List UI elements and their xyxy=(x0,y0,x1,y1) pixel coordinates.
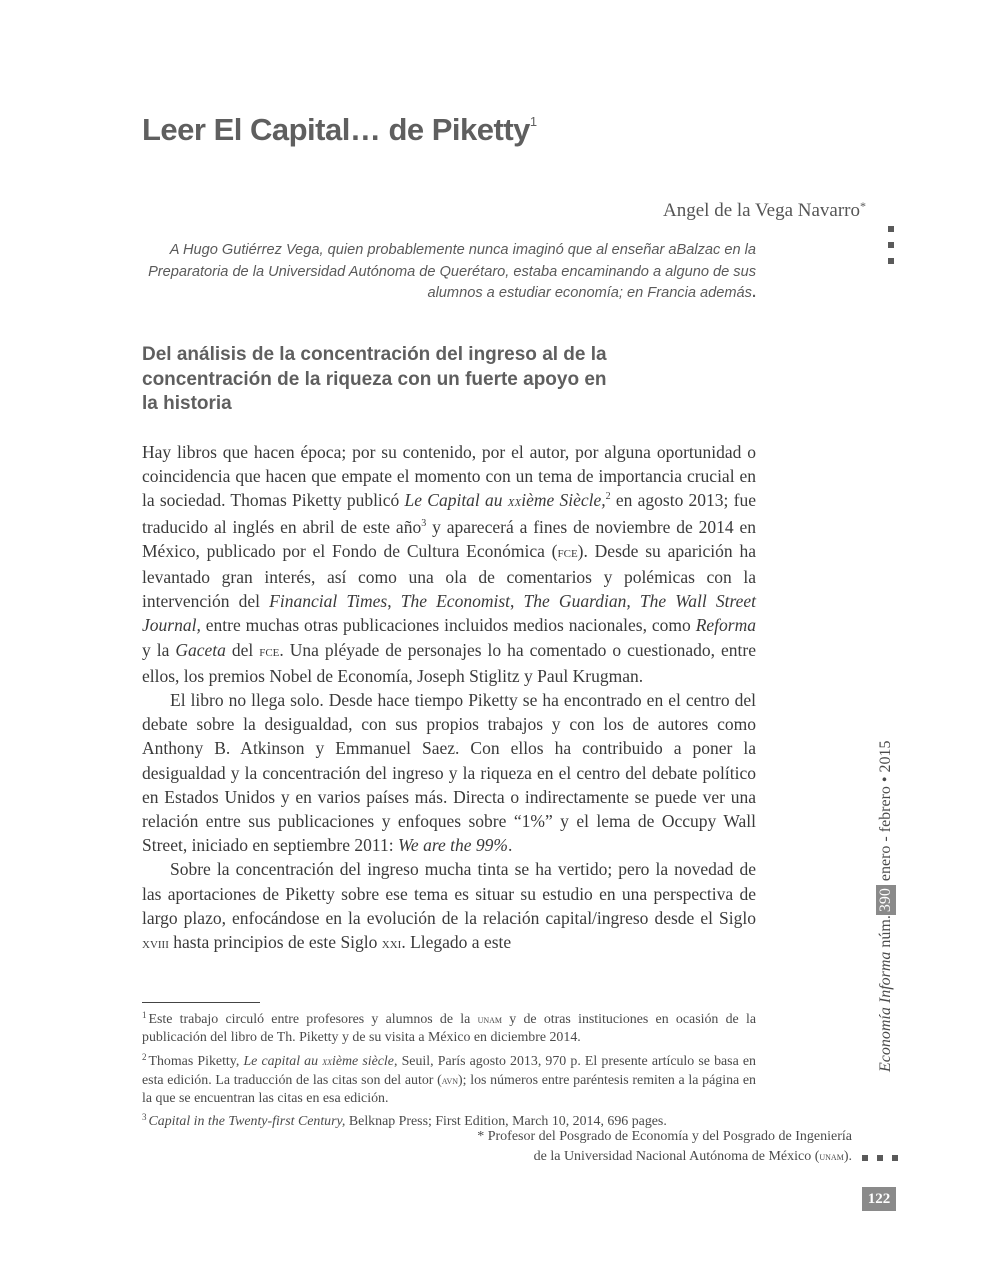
footnote-ref-3[interactable]: 3 xyxy=(421,517,427,529)
publication-name: Reforma xyxy=(695,615,756,636)
article-title-text: Leer El Capital… de Piketty xyxy=(142,112,530,147)
paragraph-2 xyxy=(142,688,756,857)
text-run: en agosto 2013; fue traducido al inglés en abril de este año xyxy=(142,490,756,537)
text-run: y de otras instituciones en ocasión de la publicación del libro de Th. Piketty y de su visita a México en diciembre 2014. xyxy=(142,1012,756,1046)
text-run: , xyxy=(387,591,401,612)
acronym: unam xyxy=(819,1148,844,1163)
acronym: avn xyxy=(441,1072,459,1087)
book-title xyxy=(243,1054,394,1069)
text-run: xx xyxy=(322,1053,332,1068)
decorative-squares-horizontal xyxy=(862,1155,902,1161)
century-numeral: xviii xyxy=(142,936,169,953)
century-numeral: xxi xyxy=(381,936,402,953)
page-number: 122 xyxy=(862,1187,896,1211)
publication-name: The Economist xyxy=(400,591,510,612)
square-icon xyxy=(888,226,894,232)
text-run: . xyxy=(507,835,513,856)
text-run: ième siècle xyxy=(331,1053,394,1069)
square-icon xyxy=(862,1155,868,1161)
text-run: xx xyxy=(507,494,522,511)
text-run: ). Desde su aparición ha levantado gran interés, así como una ola de comentarios y polémicas con la intervención del xyxy=(142,540,756,612)
decorative-squares-vertical xyxy=(888,226,895,274)
author-mark: * xyxy=(860,199,866,213)
article-title xyxy=(142,112,537,148)
slogan: We are the 99% xyxy=(397,835,508,856)
acronym: fce xyxy=(259,643,280,660)
journal-sidebar xyxy=(868,740,904,1072)
text-run: y aparecerá a fines de noviembre de 2014 en México, publicado por el Fondo de Cultura Económica ( xyxy=(142,516,756,561)
text-run: El libro no llega solo. Desde hace tiempo Piketty se ha encontrado en el centro del debate sobre la desigualdad, con sus propios trabajos y con los de autores como Anthony B. Atkinson y Emmanuel Saez. Con ellos ha contribuido a poner la desigualdad y la concentración del ingreso y la riqueza en el centro del debate político en Estados Unidos y en varios países más. Directa o indirectamente se puede ver una relación entre sus publicaciones y enfoques sobre “1%” y el lema de Occupy Wall Street, iniciado en septiembre 2011: xyxy=(142,690,756,856)
text-run: y la xyxy=(142,639,176,660)
footnotes xyxy=(142,1006,756,1132)
issue-date: enero - febrero • 2015 xyxy=(877,740,894,886)
text-run: Sobre la concentración del ingreso mucha tinta se ha vertido; pero la novedad de las aportaciones de Piketty sobre ese tema es situar su estudio en una perspectiva de largo plazo, enfocándose en la evolución de la relación capital/ingreso desde el Siglo xyxy=(142,859,756,928)
text-run: Hay libros que hacen época; por su contenido, por el autor, por alguna oportunidad o coincidencia que hacen que empate el momento con un tema de importancia crucial en la sociedad. Thomas Piketty publicó xyxy=(142,442,756,511)
square-icon xyxy=(888,242,894,248)
text-run: ); los números entre paréntesis remiten a la página en la que se encuentran las citas en esa edición. xyxy=(142,1072,756,1107)
issue-number: 390 xyxy=(876,885,896,915)
text-run: . Llegado a este xyxy=(401,932,512,953)
section-heading: Del análisis de la concentración del ingreso al de la concentración de la riqueza con un fuerte apoyo en la historia xyxy=(142,344,607,414)
text-run: Este trabajo circuló entre profesores y alumnos de la xyxy=(148,1012,478,1027)
publication-name: Financial Times xyxy=(269,591,388,612)
text-run: del xyxy=(225,639,260,660)
publication-name: The Guardian, The Wall Street Journal, xyxy=(142,591,757,636)
acronym: unam xyxy=(477,1012,503,1026)
paragraph-3 xyxy=(142,857,756,956)
square-icon xyxy=(892,1155,898,1161)
text-run: , xyxy=(510,591,524,612)
affiliation-line-1: * Profesor del Posgrado de Economía y del Posgrado de Ingeniería xyxy=(477,1129,852,1144)
article-body xyxy=(142,440,756,956)
journal-name: Economía Informa xyxy=(877,951,894,1072)
text-run: hasta principios de este Siglo xyxy=(168,932,382,953)
publication-name: Gaceta xyxy=(175,639,226,660)
square-icon xyxy=(888,258,894,264)
text-run: ième Siècle, xyxy=(521,490,606,511)
footnote-divider xyxy=(142,1002,260,1003)
text-run: Thomas Piketty, xyxy=(148,1053,244,1069)
text-run: ). xyxy=(843,1148,852,1164)
dedication-end: . xyxy=(751,285,756,301)
text-run: Le Capital au xyxy=(404,490,508,511)
paragraph-1 xyxy=(142,440,756,688)
title-footnote-mark: 1 xyxy=(529,114,537,129)
book-title xyxy=(405,490,606,510)
footnote-number: 1 xyxy=(142,1010,147,1020)
footnote-2 xyxy=(142,1048,756,1109)
author-affiliation xyxy=(477,1128,852,1166)
dedication xyxy=(142,240,756,305)
author-name xyxy=(663,199,866,222)
square-icon xyxy=(877,1155,883,1161)
acronym: fce xyxy=(557,544,578,561)
text-run: . Una pléyade de personajes lo ha comentado o cuestionado, entre ellos, los premios Nobel de Economía, Joseph Stiglitz y Paul Krugman. xyxy=(142,639,756,686)
text-run: de la Universidad Nacional Autónoma de México ( xyxy=(533,1148,820,1164)
issue-label: núm. xyxy=(877,915,894,952)
footnote-ref-2[interactable]: 2 xyxy=(605,491,611,503)
footnote-number: 3 xyxy=(142,1112,147,1123)
text-run: Le capital au xyxy=(243,1053,323,1069)
footnote-1 xyxy=(142,1006,756,1048)
author-name-text: Angel de la Vega Navarro xyxy=(663,200,860,221)
dedication-text: A Hugo Gutiérrez Vega, quien probablemente nunca imaginó que al enseñar aBalzac en la Preparatoria de la Universidad Autónoma de Querétaro, estaba encaminando a alguno de sus alumnos a estudiar economía; en Francia además xyxy=(148,242,756,301)
book-title: Capital in the Twenty-first Century, xyxy=(148,1114,346,1130)
text-run: , Seuil, París agosto 2013, 970 p. El presente artículo se basa en esta edición. La traducción de las citas son del autor ( xyxy=(142,1053,756,1088)
footnote-number: 2 xyxy=(142,1051,147,1062)
text-run: entre muchas otras publicaciones incluidos medios nacionales, como xyxy=(200,615,696,636)
text-run: Belknap Press; First Edition, March 10, 2014, 696 pages. xyxy=(345,1114,667,1130)
